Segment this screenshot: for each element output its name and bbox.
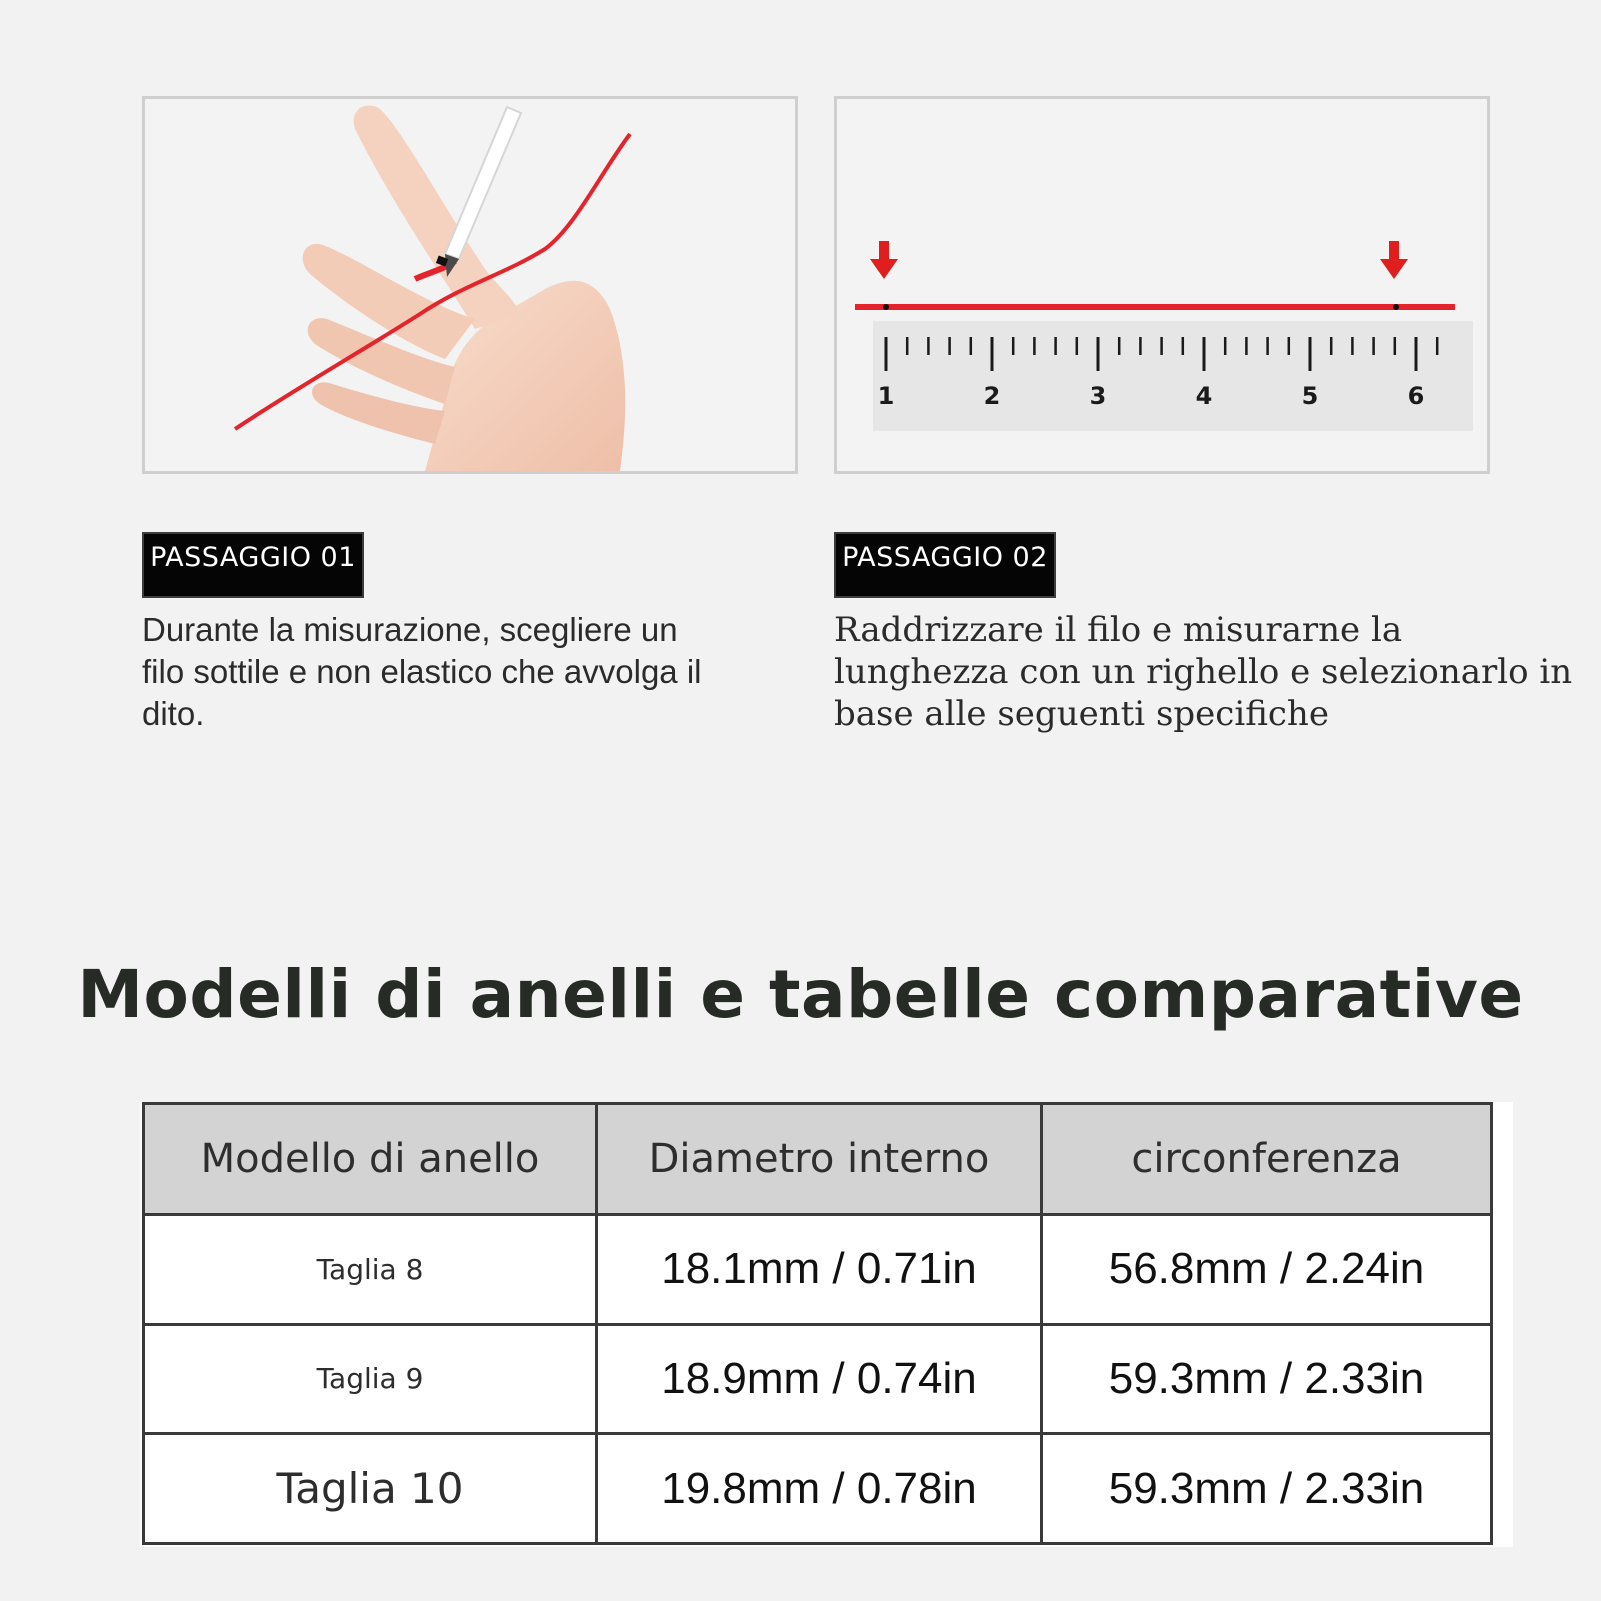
size-cell: Taglia 8 bbox=[144, 1215, 597, 1325]
diameter-cell: 19.8mm / 0.78in bbox=[597, 1434, 1042, 1544]
hand-measuring-icon bbox=[145, 99, 795, 471]
arrow-down-icon bbox=[1380, 241, 1408, 279]
ruler-number: 1 bbox=[877, 382, 895, 410]
circumference-cell: 56.8mm / 2.24in bbox=[1041, 1215, 1491, 1325]
ruler-icon bbox=[837, 99, 1487, 471]
hand-palm bbox=[425, 281, 625, 471]
header-circumference: circonferenza bbox=[1041, 1104, 1491, 1215]
pen-icon bbox=[436, 107, 521, 277]
diameter-cell: 18.9mm / 0.74in bbox=[597, 1324, 1042, 1434]
step-2-image-panel bbox=[834, 96, 1490, 474]
step-2-description: Raddrizzare il filo e misurarne la lunghezza con un righello e selezionarlo in base alle seguenti specifiche bbox=[834, 610, 1573, 734]
ruler-number: 3 bbox=[1089, 382, 1107, 410]
step-2-badge: PASSAGGIO 02 bbox=[834, 532, 1056, 598]
ruler-number: 4 bbox=[1195, 382, 1213, 410]
thread-mark-start bbox=[883, 304, 889, 310]
size-cell: Taglia 10 bbox=[144, 1434, 597, 1544]
step-1-image-panel bbox=[142, 96, 798, 474]
diameter-cell: 18.1mm / 0.71in bbox=[597, 1215, 1042, 1325]
ruler-number: 6 bbox=[1407, 382, 1425, 410]
thread-mark-end bbox=[1393, 304, 1399, 310]
header-inner-diameter: Diametro interno bbox=[597, 1104, 1042, 1215]
section-title: Modelli di anelli e tabelle comparative bbox=[77, 956, 1524, 1033]
header-ring-model: Modello di anello bbox=[144, 1104, 597, 1215]
size-table-container bbox=[140, 1102, 1513, 1547]
circumference-cell: 59.3mm / 2.33in bbox=[1041, 1434, 1491, 1544]
step-1-description: Durante la misurazione, scegliere un filo sottile e non elastico che avvolga il dito. bbox=[142, 611, 702, 732]
table-header-row bbox=[144, 1104, 1492, 1215]
table-row bbox=[144, 1434, 1492, 1544]
table-row bbox=[144, 1215, 1492, 1325]
size-comparison-table bbox=[142, 1102, 1493, 1545]
ruler-body bbox=[873, 321, 1473, 431]
step-1-badge: PASSAGGIO 01 bbox=[142, 532, 364, 598]
ruler-number: 2 bbox=[983, 382, 1001, 410]
ruler-number: 5 bbox=[1301, 382, 1319, 410]
table-row bbox=[144, 1324, 1492, 1434]
arrow-down-icon bbox=[870, 241, 898, 279]
size-cell: Taglia 9 bbox=[144, 1324, 597, 1434]
circumference-cell: 59.3mm / 2.33in bbox=[1041, 1324, 1491, 1434]
